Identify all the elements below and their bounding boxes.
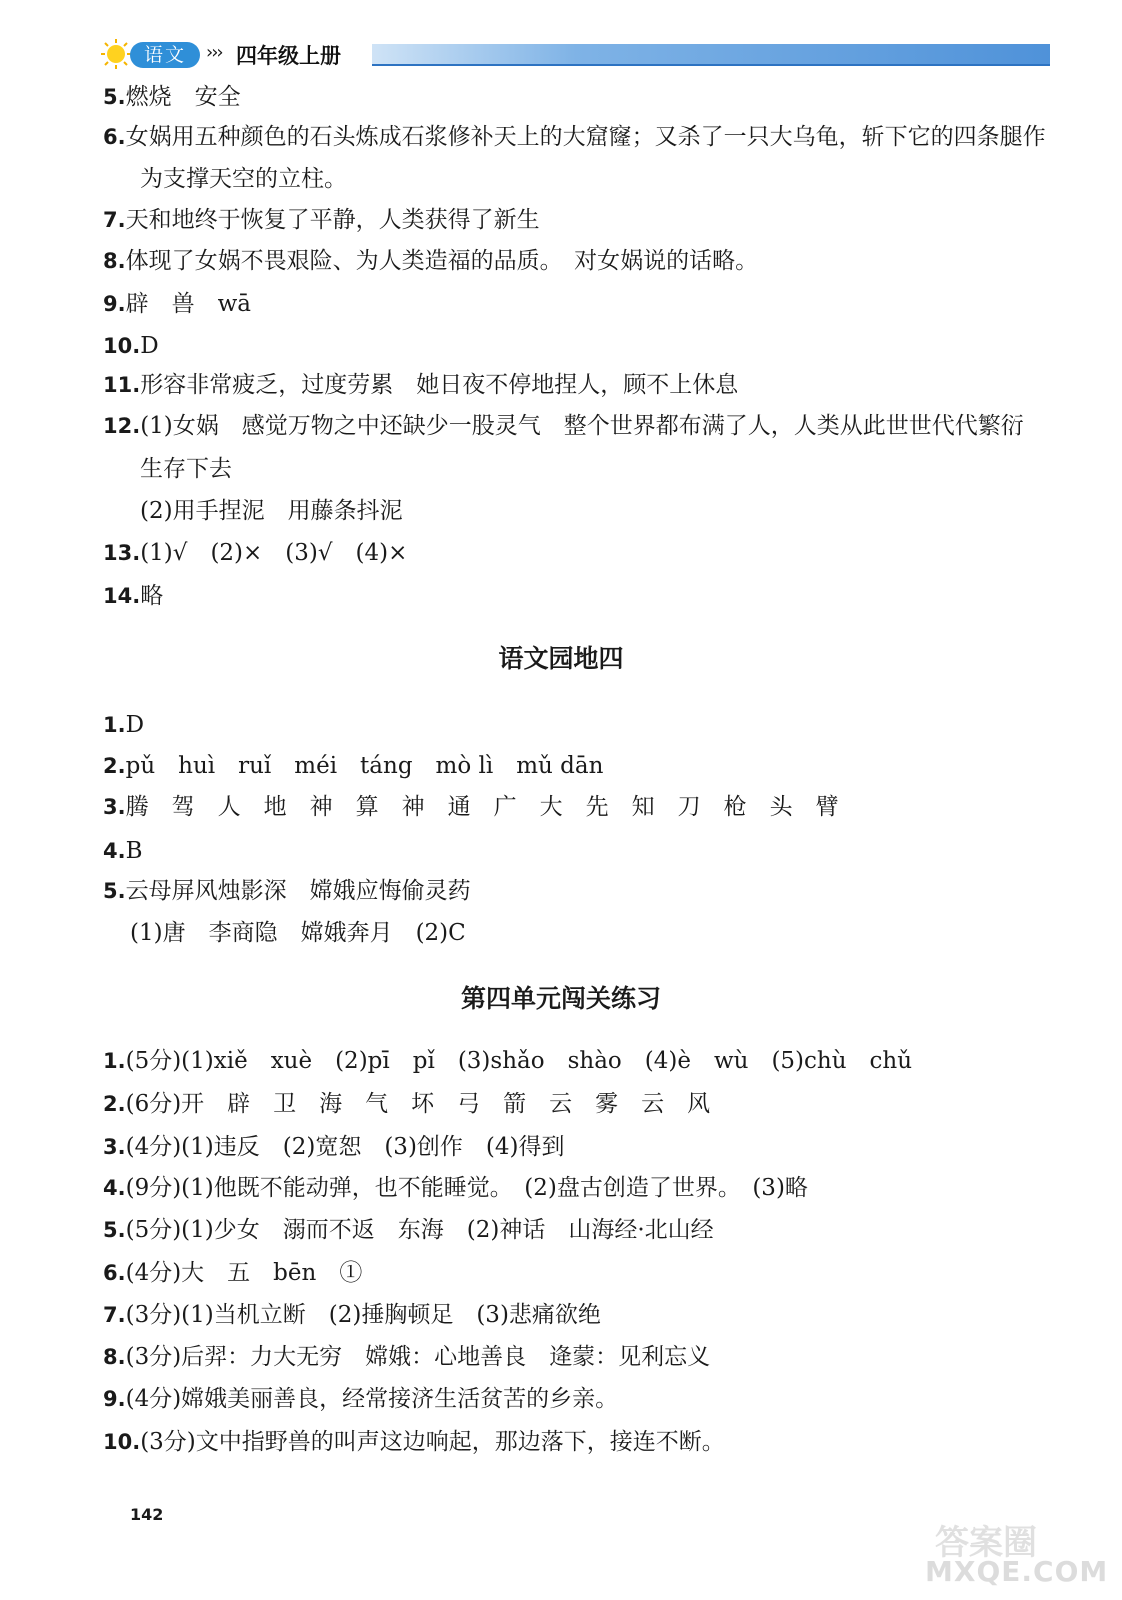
answer-line: 5.燃烧 安全 [103, 84, 241, 110]
answer-line: 5.云母屏风烛影深 嫦娥应悔偷灵药 [103, 878, 471, 904]
answer-line: 2.pǔ huì ruǐ méi táng mò lì mǔ dān [103, 753, 604, 779]
section-title: 第四单元闯关练习 [460, 984, 661, 1013]
answer-line: 11.形容非常疲乏，过度劳累 她日夜不停地捏人，顾不上休息 [103, 372, 739, 398]
answer-line: 7.天和地终于恢复了平静，人类获得了新生 [103, 207, 540, 233]
answer-line: 为支撑天空的立柱。 [140, 166, 347, 192]
answer-line: 12.(1)女娲 感觉万物之中还缺少一股灵气 整个世界都布满了人，人类从此世世代代繁衍 [103, 413, 1024, 439]
page-number: 142 [130, 1505, 164, 1524]
answer-line: 5.(5分)(1)少女 溺而不返 东海 (2)神话 山海经·北山经 [103, 1217, 714, 1243]
answer-line: 8.体现了女娲不畏艰险、为人类造福的品质。 对女娲说的话略。 [103, 248, 759, 274]
section-title: 语文园地四 [498, 644, 624, 673]
answer-line: 3.(4分)(1)违反 (2)宽恕 (3)创作 (4)得到 [103, 1134, 565, 1160]
answer-line: 1.D [103, 712, 145, 738]
answer-line: 4.(9分)(1)他既不能动弹，也不能睡觉。 (2)盘古创造了世界。 (3)略 [103, 1175, 808, 1201]
answer-line: 4.B [103, 838, 143, 864]
answer-line: 10.(3分)文中指野兽的叫声这边响起，那边落下，接连不断。 [103, 1429, 725, 1455]
subject-badge: 语文 [130, 42, 200, 68]
page-header [100, 36, 1050, 72]
answer-line: (1)唐 李商隐 嫦娥奔月 (2)C [130, 920, 466, 946]
answer-line: 7.(3分)(1)当机立断 (2)捶胸顿足 (3)悲痛欲绝 [103, 1302, 601, 1328]
grade-label: 四年级上册 [236, 44, 341, 68]
answer-line: 2.(6分)开 辟 卫 海 气 坏 弓 箭 云 雾 云 风 [103, 1091, 711, 1117]
answer-line: 生存下去 [140, 456, 232, 482]
answer-line: (2)用手捏泥 用藤条抖泥 [140, 498, 403, 524]
header-arrows: ››› [206, 42, 222, 63]
answer-line: 14.略 [103, 583, 164, 609]
answer-line: 10.D [103, 333, 159, 359]
answer-line: 6.(4分)大 五 bēn ① [103, 1260, 363, 1286]
answer-line: 8.(3分)后羿：力大无穷 嫦娥：心地善良 逄蒙：见利忘义 [103, 1344, 711, 1370]
watermark [925, 1515, 1115, 1595]
answer-line: 6.女娲用五种颜色的石头炼成石浆修补天上的大窟窿；又杀了一只大乌龟，斩下它的四条腿作 [103, 124, 1046, 150]
answer-line: 9.(4分)嫦娥美丽善良，经常接济生活贫苦的乡亲。 [103, 1386, 619, 1412]
watermark-logo: 答案圈 [935, 1523, 1037, 1563]
sun-icon [100, 38, 132, 70]
answer-line: 1.(5分)(1)xiě xuè (2)pī pǐ (3)shǎo shào (4)è wù (5)chù chǔ [103, 1048, 913, 1074]
answer-line: 9.辟 兽 wā [103, 291, 251, 317]
header-bar [372, 44, 1050, 66]
answer-line: 3.腾 驾 人 地 神 算 神 通 广 大 先 知 刀 枪 头 臂 [103, 794, 839, 820]
answer-line: 13.(1)√ (2)× (3)√ (4)× [103, 540, 408, 566]
watermark-site: MXQE.COM [925, 1555, 1109, 1588]
